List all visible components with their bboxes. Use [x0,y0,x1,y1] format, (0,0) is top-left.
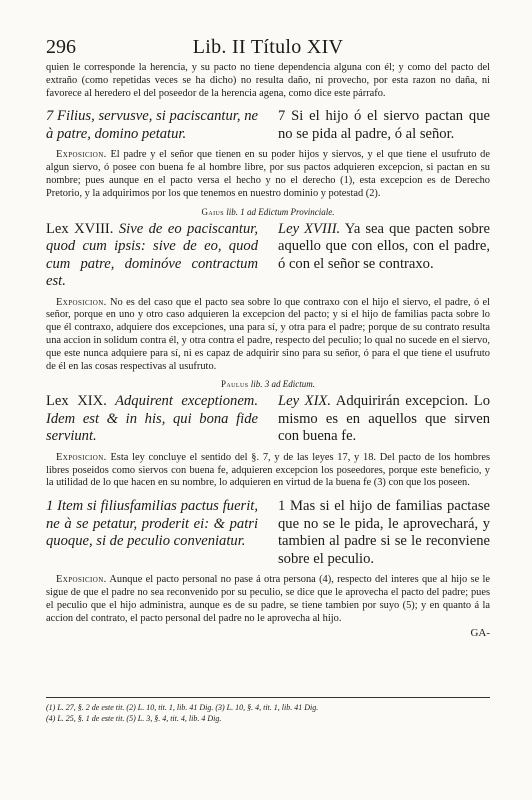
lex-18-latin-label: Lex XVIII. [46,220,114,237]
section-1-spanish: 1 Mas si el hijo de familias pactase que no se le pida, le aprovechará, y tambien al padre si se le reconviene sobre el peculio. [278,498,490,567]
lex-18-exposition [46,297,490,374]
exposition-label: Exposicion. [56,296,107,308]
footnote-line: (1) L. 27, §. 2 de este tit. (2) L. 10, tit. 1, lib. 41 Dig. (3) L. 10, §. 4, tit. 1, lib. 41 Dig. [46,703,319,712]
lex-19-spanish [278,393,490,446]
lex-19-exposition [46,452,490,490]
page-number: 296 [46,36,76,58]
section-1-latin: 1 Item si filiusfamilias pactus fuerit, ne à se petatur, proderit ei: & patri quoque, si de peculio conveniatur. [46,498,258,550]
catchword: GA- [470,627,490,640]
lex-19-latin-text: Adquirent exceptionem. Idem est & in his, qui bona fide serviunt. [46,393,258,445]
page-body [46,36,490,639]
lex-18-latin [46,221,258,291]
section-7-exposition [46,149,490,200]
footnote-rule [46,697,490,698]
section-1-exposition [46,574,490,625]
lex-19-spanish-text: Adquirirán excepcion. Lo mismo es en aquellos que sirven con buena fe. [278,393,490,445]
exposition-label: Exposicion. [56,451,107,463]
intro-paragraph: quien le corresponde la herencia, y su pacto no tiene dependencia alguna con él; y como del pacto del extraño (como repetidas veces se ha dicho) no resulta daño, ni provecho, por esta razon no daña, ni favorece al heredero el del poseedor de la herencia agena, como dice este párrafo. [46,62,490,99]
exposition-text: Esta ley concluye el sentido del §. 7, y de las leyes 17, y 18. Del pacto de los hombres libres poseidos como siervos con buena fe, adquieren excepcion los poseedores, porque este beneficio, y la utilidad de lo que hacen en su nombre, lo adquieren en virtud de la buena fe (3) con que los poseen. [46,451,490,489]
lex-19 [46,393,490,446]
exposition-label: Exposicion. [56,149,107,161]
lex-19-latin-label: Lex XIX. [46,393,107,410]
section-7-latin: 7 Filius, servusve, si paciscantur, ne à patre, domino petatur. [46,108,258,142]
source-line [46,207,490,217]
footnote-line: (4) L. 25, §. 1 de este tit. (5) L. 3, §. 4, tit. 4, lib. 4 Dig. [46,713,222,723]
page-header [46,36,490,62]
lex-18 [46,221,490,291]
source-author: Gaius [201,206,225,217]
lex-18-spanish-text: Ya sea que pacten sobre aquello que con ellos, con el padre, ó con el señor se contraxo. [278,220,491,272]
lex-19-spanish-label: Ley XIX. [278,393,331,410]
source-ref: lib. 3 ad Edictum. [250,379,315,390]
source-author: Paulus [221,379,249,390]
source-ref: lib. 1 ad Edictum Provinciale. [226,206,335,217]
lex-18-spanish [278,221,490,291]
exposition-text: No es del caso que el pacto sea sobre lo que contraxo con el hijo el siervo, el padre, ó el señor, porque en uno y otro caso adquieren la excepcion del pacto; y si el hijo de familias pacta sobre lo que él contraxo, adquiere dos excepciones, una para sí, y otra para el padre; porque de su contrato resulta una accion in solidum contra él, y otra contra el padre, respecto del peculio; lo qual no sucede en el siervo, que este nunca adquiere para sí, ni es capaz de adquirir sino para su señor, ó para el que tiene el usufruto de él en las cosas respectivas al usufruto. [46,296,490,372]
running-title: Lib. II Título XIV [192,36,344,58]
lex-18-spanish-label: Ley XVIII. [278,220,341,237]
section-1 [46,498,490,568]
source-line [46,379,490,389]
section-7 [46,108,490,143]
lex-18-latin-text: Sive de eo paciscantur, quod cum ipsis: sive de eo, quod cum patre, dominóve contractum est. [46,220,258,290]
lex-19-latin [46,393,258,446]
exposition-text: El padre y el señor que tienen en su poder hijos y siervos, y el que tiene el usufruto de algun siervo, ó posee con buena fe al hombre libre, por sus pactos adquieren excepcion, si pactan en su nombre; pues aunque en el pacto versa el hecho y no el derecho (1), esta excepcion es de Derecho Pretorio, y la adquirimos por los que tenemos en nuestro dominio y potestad (2). [46,149,490,199]
exposition-text: Aunque el pacto personal no pase á otra persona (4), respecto del interes que al hijo se le sigue de que el padre no sea reconvenido por su peculio, se dice que le aprovecha el pacto del padre; pues el peculio que el hijo administra, aunque es de su padre, se tiene tambien por suyo (5); y en quanto á la accion del contrato, el pacto personal del padre no le aprovecha al hijo. [46,574,490,624]
exposition-label: Exposicion. [56,574,107,586]
footnotes [46,703,490,724]
section-7-spanish: 7 Si el hijo ó el siervo pactan que no se pida al padre, ó al señor. [278,108,490,142]
